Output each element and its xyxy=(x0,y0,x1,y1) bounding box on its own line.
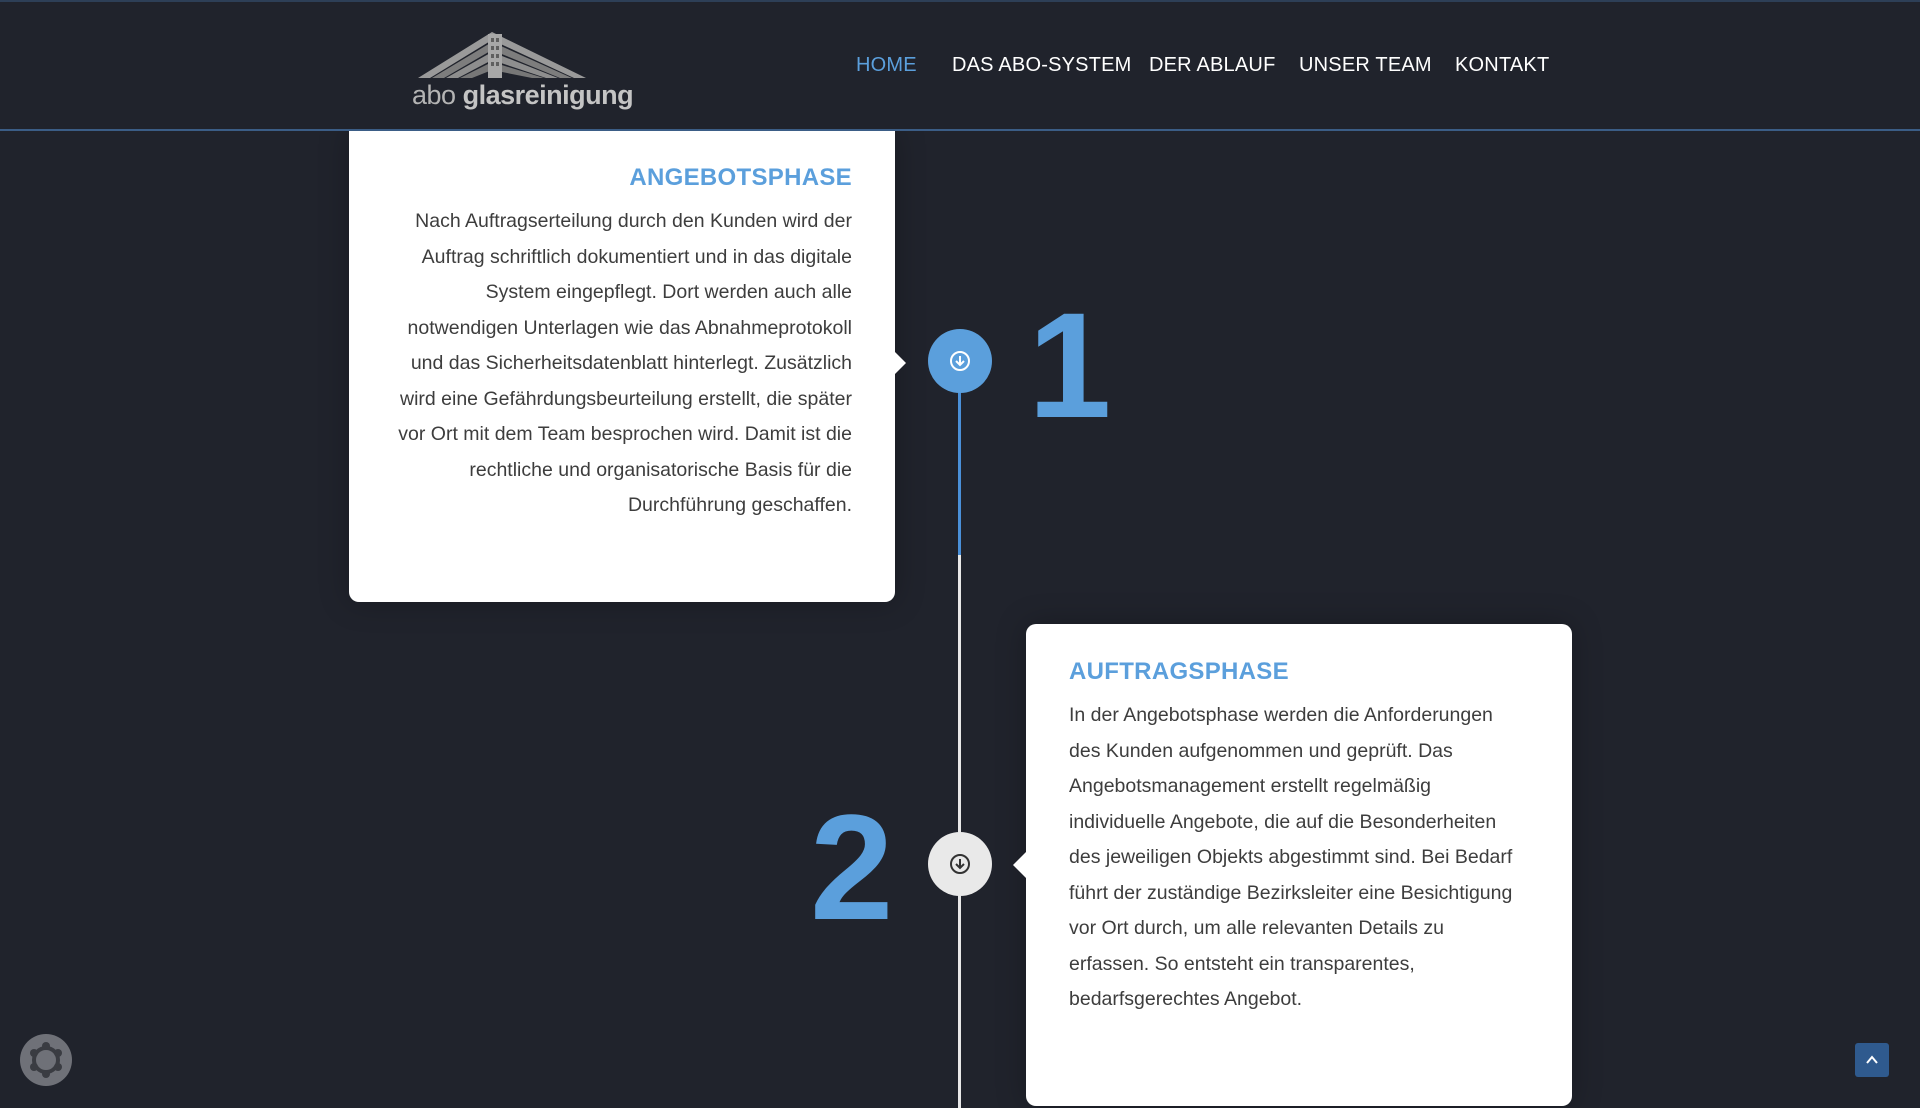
card-pointer xyxy=(1013,852,1026,878)
chevron-up-icon xyxy=(1864,1052,1880,1068)
timeline-marker-2 xyxy=(928,832,992,896)
arrow-down-circle-icon xyxy=(949,350,971,372)
logo-text-light: abo xyxy=(412,80,456,110)
nav-item-ablauf[interactable]: DER ABLAUF xyxy=(1149,54,1276,76)
card-title: ANGEBOTSPHASE xyxy=(629,164,852,191)
step-number-2: 2 xyxy=(810,783,894,951)
timeline-card-1 xyxy=(349,130,895,602)
nav-item-home[interactable]: HOME xyxy=(856,54,917,76)
logo-wordmark xyxy=(412,80,633,111)
nav-item-kontakt[interactable]: KONTAKT xyxy=(1455,54,1550,76)
nav-item-team[interactable]: UNSER TEAM xyxy=(1299,54,1432,76)
cookie-settings-button[interactable] xyxy=(20,1034,72,1086)
scroll-to-top-button[interactable] xyxy=(1855,1043,1889,1077)
main-nav xyxy=(0,54,1920,84)
timeline-marker-1 xyxy=(928,329,992,393)
cookie-settings-icon xyxy=(26,1040,66,1080)
card-text: Nach Auftragserteilung durch den Kunden wird der Auftrag schriftlich dokumentiert und in das digitale System eingepflegt. Dort werden auch alle notwendigen Unterlagen wie das Abnahmeprotokoll und das Sicherheitsdatenblatt hinterlegt. Zusätzlich wird eine Gefährdungsbeurteilung erstellt, die später vor Ort mit dem Team besprochen wird. Damit ist die rechtliche und organisatorische Basis für die Durchführung geschaffen. xyxy=(398,210,852,516)
card-text: In der Angebotsphase werden die Anforderungen des Kunden aufgenommen und geprüft. Das Angebotsmanagement erstellt regelmäßig individuelle Angebote, die auf die Besonderheiten des jeweiligen Objekts abgestimmt sind. Bei Bedarf führt der zuständige Bezirksleiter eine Besichtigung vor Ort durch, um alle relevanten Details zu erfassen. So entsteht ein transparentes, bedarfsgerechtes Angebot. xyxy=(1069,704,1513,1010)
card-title: AUFTRAGSPHASE xyxy=(1069,658,1289,685)
site-header xyxy=(0,0,1920,131)
card-pointer xyxy=(893,350,906,376)
nav-item-abo-system[interactable]: DAS ABO-SYSTEM xyxy=(952,54,1132,76)
step-number-1: 1 xyxy=(1028,281,1112,449)
logo-text-bold: glasreinigung xyxy=(462,80,634,110)
timeline-card-2 xyxy=(1026,624,1572,1106)
arrow-down-circle-icon xyxy=(949,853,971,875)
